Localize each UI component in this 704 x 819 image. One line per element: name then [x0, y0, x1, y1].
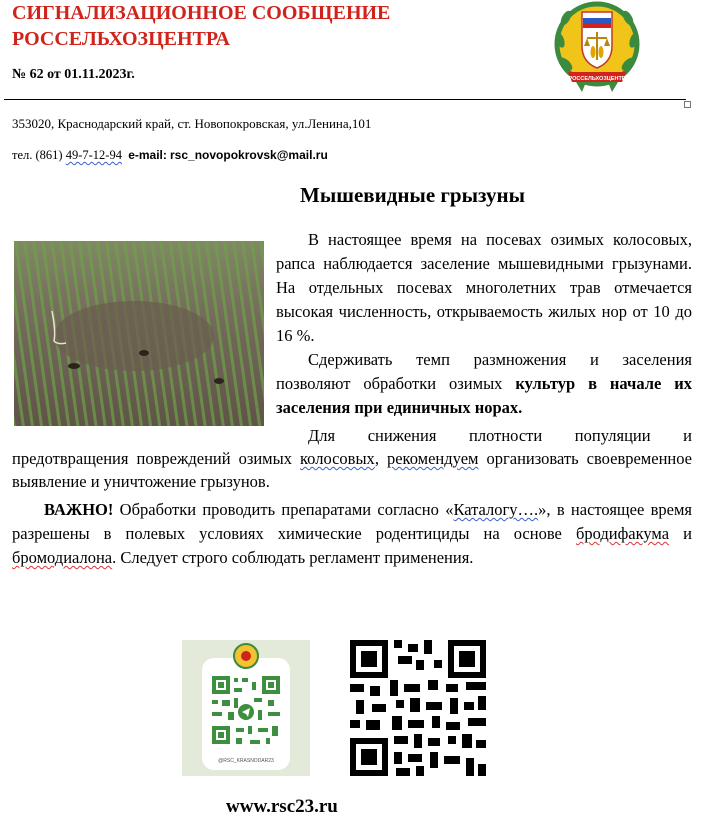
tel-number: 49-7-12-94	[65, 148, 122, 162]
paragraph-4-text-c: и	[669, 524, 692, 543]
title-line-2: РОССЕЛЬХОЗЦЕНТРА	[12, 28, 230, 50]
website-qr-code[interactable]	[350, 640, 486, 776]
paragraph-4-text-a: Обработки проводить препаратами согласно «	[113, 500, 454, 519]
paragraph-3-text-a: Для снижения плотности популяции и предотвращения повреждений озимых	[12, 426, 692, 468]
word-bromodialon: бромодиалона	[12, 548, 113, 567]
document-title	[12, 0, 390, 52]
paragraph-1	[276, 228, 692, 348]
rosselkhoztsentr-logo	[552, 0, 642, 96]
paragraph-3	[12, 424, 692, 493]
header-divider	[4, 99, 686, 100]
paragraph-3-text-b: ,	[374, 449, 387, 468]
email-label: e-mail:	[128, 148, 167, 162]
tel-label: тел. (861)	[12, 148, 63, 162]
paragraph-4-text-d: . Следует строго соблюдать регламент применения.	[112, 548, 474, 567]
card-caption: @RSC_KRASNODAR23	[218, 758, 274, 764]
paragraph-2-bold: культур в начале их заселения при единичных норах.	[276, 374, 693, 417]
divider-end-handle[interactable]	[684, 101, 691, 108]
word-rekomenduem: рекомендуем	[386, 449, 479, 468]
website-link[interactable]: www.rsc23.ru	[226, 796, 338, 817]
article-heading: Мышевидные грызуны	[300, 183, 526, 207]
important-label: ВАЖНО!	[44, 500, 114, 519]
message-number: № 62 от 01.11.2023г.	[12, 67, 135, 82]
email-address[interactable]: rsc_novopokrovsk@mail.ru	[170, 148, 328, 162]
field-burrows-photo	[14, 241, 264, 426]
paragraph-2-text: Сдерживать темп размножения и заселения позволяют обработки озимых	[276, 350, 692, 393]
title-line-1: СИГНАЛИЗАЦИОННОЕ СООБЩЕНИЕ	[12, 2, 391, 24]
paragraph-3-text-c: организовать своевременное выявление и уничтожение грызунов.	[12, 449, 693, 491]
paragraph-4	[12, 498, 692, 570]
word-brodifakum: бродифакума	[575, 524, 670, 543]
paragraph-2	[276, 348, 692, 420]
contacts	[12, 148, 328, 163]
paragraph-1-text: В настоящее время на посевах озимых колосовых, рапса наблюдается заселение мышевидными грызунами. На отдельных посевах многолетних трав отмечается высокая численность, открываемость жилых нор от 10 до 16 %.	[276, 230, 692, 345]
word-kolosovykh: колосовых	[300, 449, 375, 468]
address: 353020, Краснодарский край, ст. Новопокровская, ул.Ленина,101	[12, 116, 372, 131]
paragraph-4-text-b: », в настоящее время разрешены в полевых условиях химические родентициды на основе	[12, 500, 692, 543]
telegram-qr-card[interactable]	[182, 640, 310, 776]
catalog-reference: Каталогу….	[453, 500, 539, 519]
logo-ribbon-text: РОССЕЛЬХОЗЦЕНТР	[568, 76, 626, 82]
